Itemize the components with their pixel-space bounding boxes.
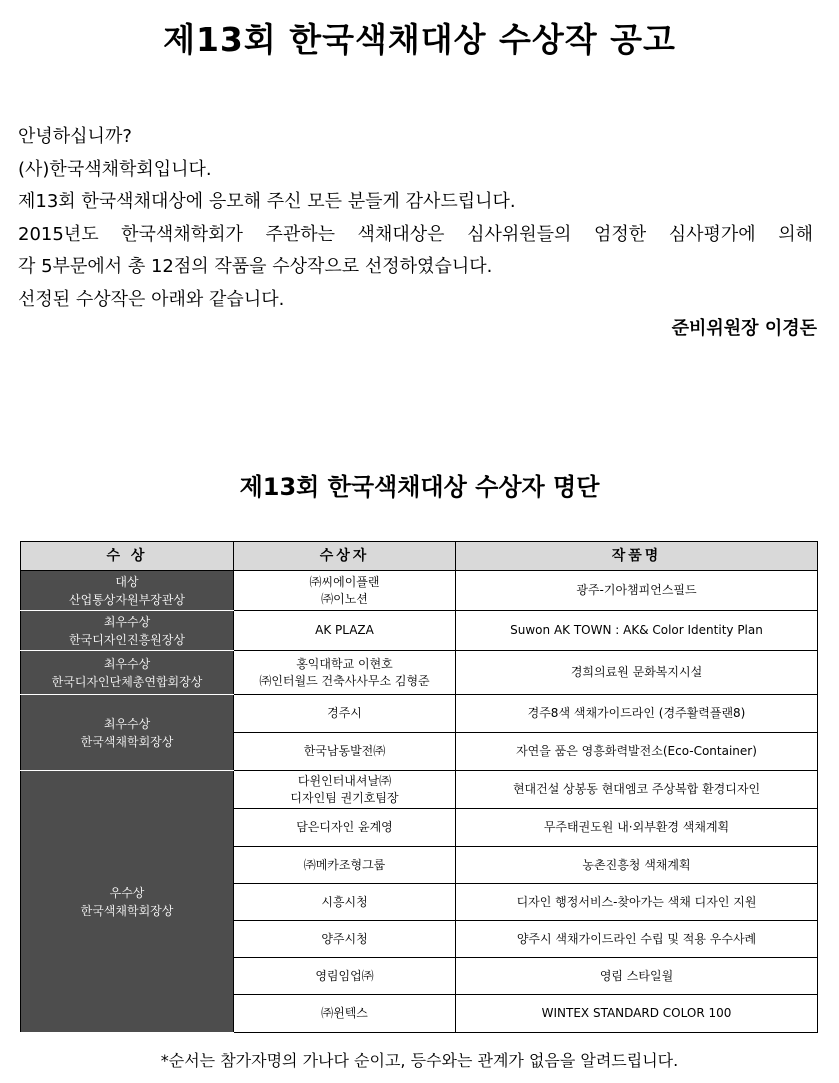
winner-name: 홍익대학교 이현호 (296, 656, 393, 671)
award-category-label: 한국색채학회장상 (80, 903, 174, 918)
work-title-cell: WINTEX STANDARD COLOR 100 (456, 995, 818, 1033)
winner-cell (234, 571, 456, 611)
winner-name: 한국남동발전㈜ (303, 744, 386, 758)
award-category-label: 우수상 (109, 885, 145, 900)
award-category-cell (21, 571, 234, 611)
winner-name: 디자인팀 권기호팀장 (290, 790, 399, 805)
intro-line: 제13회 한국색채대상에 응모해 주신 모든 분들게 감사드립니다. (18, 191, 516, 212)
winner-name: 담은디자인 윤계영 (296, 820, 393, 834)
table-row (21, 611, 818, 651)
winner-cell (234, 733, 456, 771)
award-category-cell (21, 651, 234, 695)
awards-table (20, 541, 818, 1033)
work-title-cell: Suwon AK TOWN : AK& Color Identity Plan (456, 611, 818, 651)
winner-cell (234, 847, 456, 884)
winner-name: 영림임업㈜ (315, 968, 374, 983)
winner-name: 다윈인터내셔날㈜ (297, 773, 392, 788)
table-row (21, 571, 818, 611)
winner-cell (234, 809, 456, 847)
intro-line: (사)한국색채학회입니다. (18, 158, 212, 180)
intro-text (18, 121, 813, 316)
page-title: 제13회 한국색채대상 수상작 공고 (163, 20, 676, 59)
award-category-label: 최우수상 (103, 716, 151, 731)
award-category-cell (21, 611, 234, 651)
winner-cell (234, 958, 456, 995)
award-category-label: 대상 (115, 574, 139, 589)
award-category-label: 최우수상 (103, 614, 151, 629)
work-title-cell: 양주시 색채가이드라인 수립 및 적용 우수사례 (456, 921, 818, 958)
winner-name: 시흥시청 (321, 894, 368, 909)
winner-cell (234, 921, 456, 958)
work-title-cell: 디자인 행정서비스-찾아가는 색채 디자인 지원 (456, 884, 818, 921)
table-row (21, 695, 818, 733)
work-title-cell: 영림 스타일월 (456, 958, 818, 995)
work-title-cell: 경주8색 색채가이드라인 (경주활력플랜8) (456, 695, 818, 733)
intro-line: 선정된 수상작은 아래와 같습니다. (18, 288, 285, 310)
intro-line: 안녕하십니까? (18, 126, 132, 147)
award-category-label: 산업통상자원부장관상 (69, 592, 185, 607)
header-award: 수 상 (21, 542, 234, 571)
winner-name: 경주시 (327, 706, 362, 720)
winner-cell (234, 995, 456, 1033)
work-title-cell: 농촌진흥청 색채계획 (456, 847, 818, 884)
header-work: 작품명 (456, 542, 818, 571)
winner-name: 양주시청 (321, 931, 368, 946)
signature: 준비위원장 이경돈 (671, 318, 817, 339)
winner-name: AK PLAZA (315, 623, 374, 637)
award-category-label: 한국디자인진흥원장상 (69, 632, 185, 647)
awards-table-body (21, 571, 818, 1033)
intro-line: 2015년도 한국색채학회가 주관하는 색채대상은 심사위원들의 엄정한 심사평가에 의해 (18, 223, 813, 245)
work-title-cell: 경희의료원 문화복지시설 (456, 651, 818, 695)
winner-cell (234, 695, 456, 733)
award-category-label: 한국디자인단체총연합회장상 (51, 674, 203, 689)
winner-cell (234, 771, 456, 809)
award-category-label: 한국색채학회장상 (80, 734, 174, 749)
winner-name: ㈜씨에이플랜 (309, 574, 380, 589)
footnote: *순서는 참가자명의 가나다 순이고, 등수와는 관계가 없음을 알려드립니다. (160, 1051, 679, 1070)
award-category-cell (21, 771, 234, 1033)
work-title-cell: 현대건설 상봉동 현대엠코 주상복합 환경디자인 (456, 771, 818, 809)
award-category-cell (21, 695, 234, 771)
winner-cell (234, 651, 456, 695)
winner-cell (234, 884, 456, 921)
winner-name: ㈜이노션 (321, 591, 368, 606)
winner-name: ㈜인터월드 건축사사무소 김형준 (259, 673, 430, 688)
winner-name: ㈜윈텍스 (321, 1006, 368, 1020)
work-title-cell: 자연을 품은 영흥화력발전소(Eco-Container) (456, 733, 818, 771)
intro-line: 각 5부문에서 총 12점의 작품을 수상작으로 선정하였습니다. (18, 256, 493, 277)
table-row (21, 651, 818, 695)
section-title: 제13회 한국색채대상 수상자 명단 (239, 473, 600, 501)
header-winner: 수상자 (234, 542, 456, 571)
award-category-label: 최우수상 (103, 656, 151, 671)
winner-name: ㈜메카조형그룹 (303, 857, 386, 872)
table-header-row (21, 542, 818, 571)
table-row (21, 771, 818, 809)
work-title-cell: 무주태권도원 내·외부환경 색채계획 (456, 809, 818, 847)
work-title-cell: 광주-기아챔피언스필드 (456, 571, 818, 611)
winner-cell (234, 611, 456, 651)
